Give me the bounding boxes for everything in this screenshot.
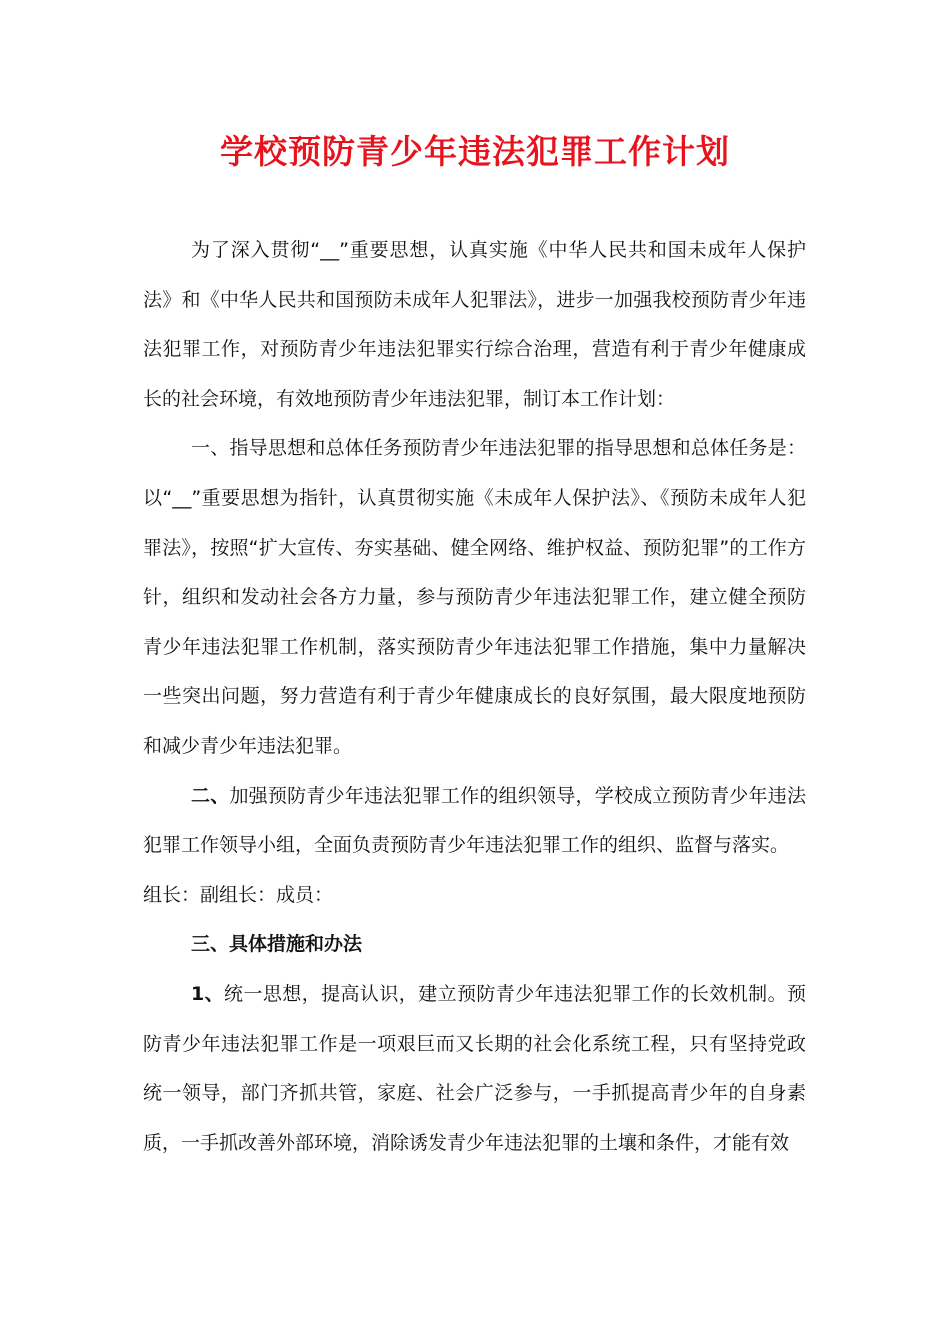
section-3-heading: 三、具体措施和办法 (191, 933, 363, 956)
item-1-number: 1、 (191, 982, 225, 1005)
intro-paragraph: 为了深入贯彻“__”重要思想，认真实施《中华人民共和国未成年人保护法》和《中华人民共和国预防未成年人犯罪法》，进步一加强我校预防青少年违法犯罪工作，对预防青少年违法犯罪实行综合治理，营造有利于青少年健康成长的社会环境，有效地预防青少年违法犯罪，制订本工作计划： (143, 239, 806, 410)
section-2-number: 二、 (191, 784, 230, 807)
section-2-text: 加强预防青少年违法犯罪工作的组织领导，学校成立预防青少年违法犯罪工作领导小组，全面负责预防青少年违法犯罪工作的组织、监督与落实。 (143, 784, 806, 857)
item-1-text: 统一思想，提高认识，建立预防青少年违法犯罪工作的长效机制。预防青少年违法犯罪工作是一项艰巨而又长期的社会化系统工程，只有坚持党政统一领导，部门齐抓共管，家庭、社会广泛参与，一手抓提高青少年的自身素质，一手抓改善外部环境，消除诱发青少年违法犯罪的土壤和条件，才能有效 (143, 982, 806, 1154)
section-2-roles: 组长：副组长：成员： (143, 883, 334, 906)
document-body (143, 226, 806, 1168)
section-2-paragraph (143, 772, 806, 871)
item-1-paragraph (143, 970, 806, 1168)
document-title: 学校预防青少年违法犯罪工作计划 (220, 132, 730, 171)
section-1-paragraph: 一、指导思想和总体任务预防青少年违法犯罪的指导思想和总体任务是：以“__”重要思想为指针，认真贯彻实施《未成年人保护法》、《预防未成年人犯罪法》，按照“扩大宣传、夯实基础、健全网络、维护权益、预防犯罪”的工作方针，组织和发动社会各方力量，参与预防青少年违法犯罪工作，建立健全预防青少年违法犯罪工作机制，落实预防青少年违法犯罪工作措施，集中力量解决一些突出问题，努力营造有利于青少年健康成长的良好氛围，最大限度地预防和减少青少年违法犯罪。 (143, 437, 806, 757)
